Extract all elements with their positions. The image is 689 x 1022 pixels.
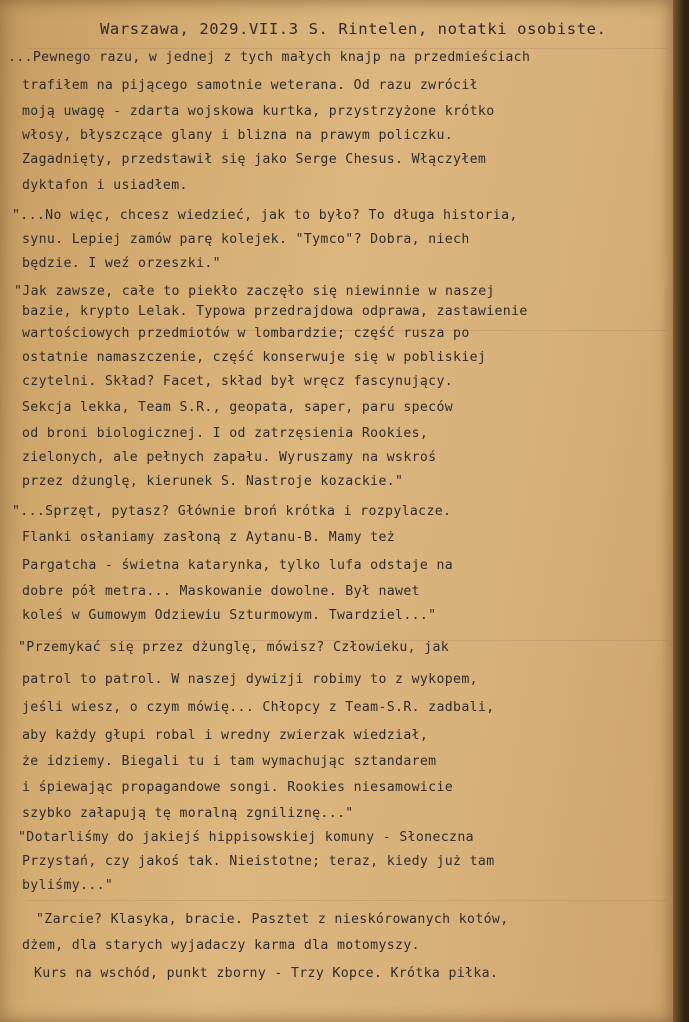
text-line: będzie. I weź orzeszki." [22, 256, 221, 271]
text-line: jeśli wiesz, o czym mówię... Chłopcy z Team-S.R. zadbali, [22, 700, 495, 715]
text-line: Flanki osłaniamy zasłoną z Aytanu-B. Mamy też [22, 530, 396, 545]
text-line: szybko załapują tę moralną zgniliznę..." [22, 806, 354, 821]
notebook-edge [673, 0, 689, 1022]
text-line: zielonych, ale pełnych zapału. Wyruszamy na wskroś [22, 450, 437, 465]
text-line: Przystań, czy jakoś tak. Nieistotne; teraz, kiedy już tam [22, 854, 495, 869]
text-line: "Żarcie? Klasyka, bracie. Pasztet z nieskórowanych kotów, [36, 912, 509, 927]
text-line: bazie, krypto Lelak. Typowa przedrajdowa odprawa, zastawienie [22, 304, 528, 319]
text-line: dżem, dla starych wyjadaczy karma dla motomyszy. [22, 938, 420, 953]
text-line: patrol to patrol. W naszej dywizji robimy to z wykopem, [22, 672, 478, 687]
text-line: Kurs na wschód, punkt zborny - Trzy Kopce. Krótka piłka. [34, 966, 499, 981]
text-line: od broni biologicznej. I od zatrzęsienia Rookies, [22, 426, 429, 441]
text-line: dyktafon i usiadłem. [22, 178, 188, 193]
text-line: czytelni. Skład? Facet, skład był wręcz fascynujący. [22, 374, 454, 389]
text-line: dobre pół metra... Maskowanie dowolne. Był nawet [22, 584, 420, 599]
ruled-line [28, 900, 668, 901]
text-line: włosy, błyszczące glany i blizna na prawym policzku. [22, 128, 454, 143]
text-line: byliśmy..." [22, 878, 114, 893]
text-line: "...No więc, chcesz wiedzieć, jak to było? To długa historia, [12, 208, 518, 223]
text-line: aby każdy głupi robal i wredny zwierzak wiedział, [22, 728, 429, 743]
text-line: moją uwagę - zdarta wojskowa kurtka, przystrzyżone krótko [22, 104, 495, 119]
ruled-line [28, 48, 668, 49]
text-line: koleś w Gumowym Odziewiu Szturmowym. Twardziel..." [22, 608, 437, 623]
text-line: ...Pewnego razu, w jednej z tych małych knajp na przedmieściach [8, 50, 531, 65]
text-line: "Jak zawsze, całe to piekło zaczęło się niewinnie w naszej [14, 284, 495, 299]
text-line: Zagadnięty, przedstawił się jako Serge Chesus. Włączyłem [22, 152, 487, 167]
text-line: wartościowych przedmiotów w lombardzie; część rusza po [22, 326, 470, 341]
text-line: przez dżunglę, kierunek S. Nastroje kozackie." [22, 474, 404, 489]
text-line: ostatnie namaszczenie, część konserwuje się w pobliskiej [22, 350, 487, 365]
text-line: i śpiewając propagandowe songi. Rookies niesamowicie [22, 780, 454, 795]
page-heading: Warszawa, 2029.VII.3 S. Rintelen, notatki osobiste. [100, 20, 607, 38]
text-line: "Dotarliśmy do jakiejś hippisowskiej komuny - Słoneczna [18, 830, 474, 845]
text-line: Pargatcha - świetna katarynka, tylko lufa odstaje na [22, 558, 454, 573]
text-line: że idziemy. Biegali tu i tam wymachując sztandarem [22, 754, 437, 769]
text-line: Sekcja lekka, Team S.R., geopata, saper, paru speców [22, 400, 454, 415]
text-line: "Przemykać się przez dżunglę, mówisz? Człowieku, jak [18, 640, 450, 655]
text-line: synu. Lepiej zamów parę kolejek. "Tymco"? Dobra, niech [22, 232, 470, 247]
text-line: trafiłem na pijącego samotnie weterana. Od razu zwrócił [22, 78, 478, 93]
text-line: "...Sprzęt, pytasz? Głównie broń krótka i rozpylacze. [12, 504, 452, 519]
